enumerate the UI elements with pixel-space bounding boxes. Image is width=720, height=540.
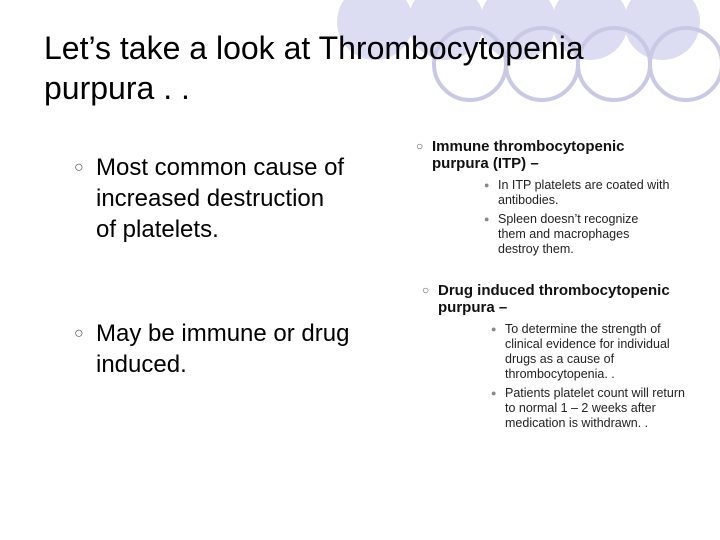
dot-bullet-icon: ● bbox=[491, 388, 497, 398]
left-bullet-text: May be immune or drug induced. bbox=[96, 320, 350, 378]
circle-bullet-icon: ○ bbox=[416, 139, 424, 153]
right-subitem-text: In ITP platelets are coated with antibodies. bbox=[498, 178, 670, 207]
right-subitem-text: Spleen doesn’t recognize them and macrophages destroy them. bbox=[498, 212, 639, 256]
left-bullet-text: Most common cause of increased destruction of platelets. bbox=[96, 154, 345, 243]
dot-bullet-icon: ● bbox=[484, 214, 490, 224]
dot-bullet-icon: ● bbox=[491, 324, 497, 334]
left-bullet bbox=[74, 152, 346, 245]
right-heading-drug bbox=[422, 282, 688, 316]
right-subitem-text: Patients platelet count will return to normal 1 – 2 weeks after medication is withdrawn. . bbox=[505, 386, 685, 430]
circle-bullet-icon: ○ bbox=[422, 283, 430, 297]
circle-bullet-icon: ○ bbox=[74, 325, 84, 342]
right-subitem bbox=[484, 178, 708, 208]
dot-bullet-icon: ● bbox=[484, 180, 490, 190]
right-subitem bbox=[484, 212, 663, 257]
right-heading-text: Drug induced thrombocytopenic purpura – bbox=[438, 282, 670, 316]
right-heading-text: Immune thrombocytopenic purpura (ITP) – bbox=[432, 138, 625, 172]
right-subitem bbox=[491, 386, 690, 431]
circle-bullet-icon: ○ bbox=[74, 159, 84, 176]
slide-title: Let’s take a look at Thrombocytopenia purpura . . bbox=[44, 30, 584, 106]
right-subitem bbox=[491, 322, 690, 382]
left-bullet bbox=[74, 318, 356, 380]
right-heading-itp bbox=[416, 138, 682, 172]
right-subitem-text: To determine the strength of clinical evidence for individual drugs as a cause of thrombocytopenia. . bbox=[505, 322, 670, 381]
